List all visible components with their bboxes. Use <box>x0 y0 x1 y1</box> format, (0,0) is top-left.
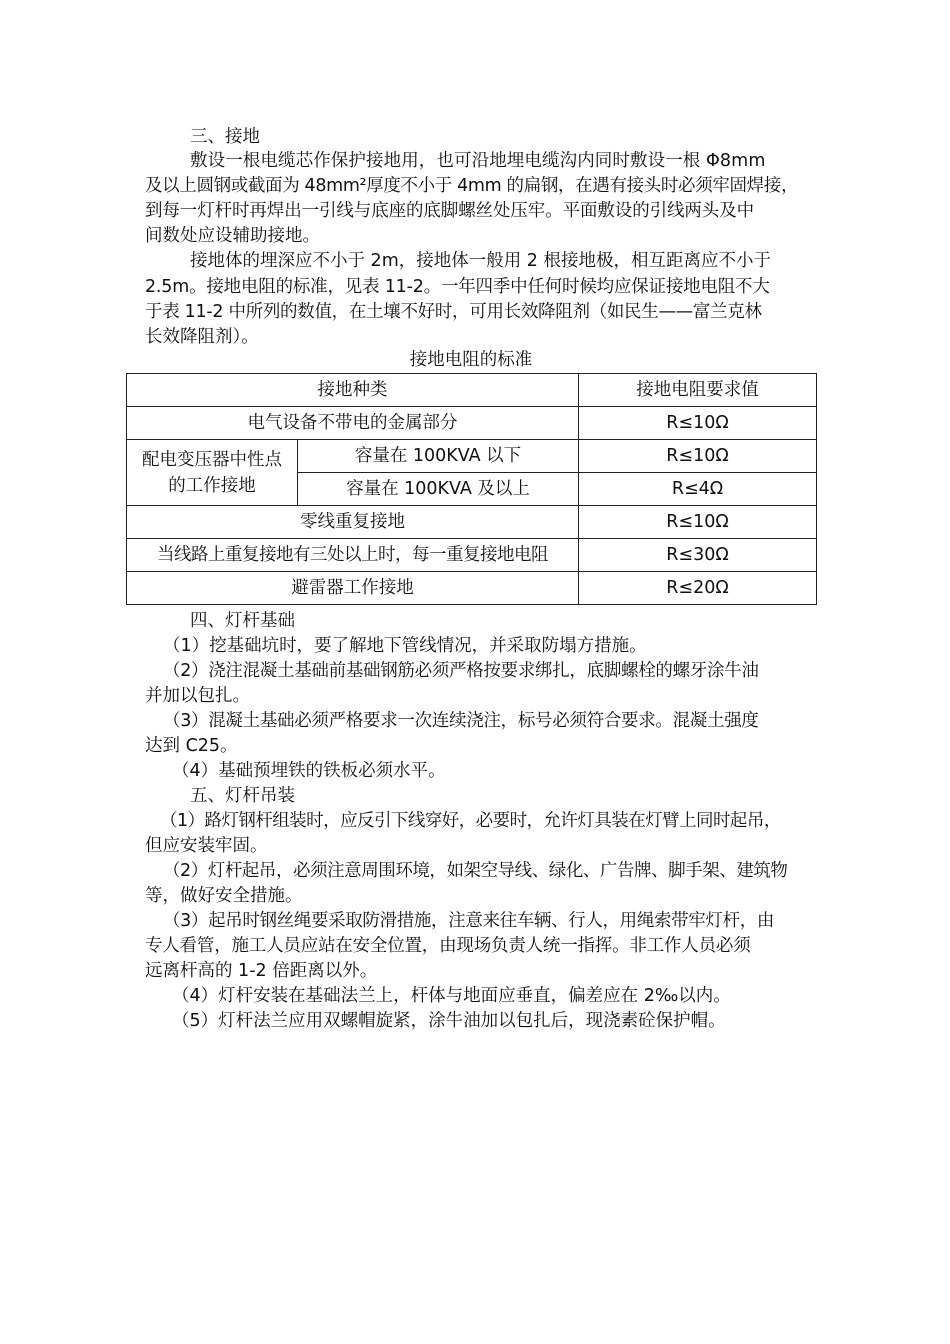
type-cell: 避雷器工作接地 <box>127 572 579 605</box>
list-item-continuation: 达到 C25。 <box>145 736 238 756</box>
paragraph-line: 到每一灯杆时再焊出一引线与底座的底脚螺丝处压牢。平面敷设的引线两头及中 <box>145 201 754 221</box>
list-item: （4）基础预埋铁的铁板必须水平。 <box>172 761 446 781</box>
list-item-continuation: 但应安装牢固。 <box>145 836 268 856</box>
group-label-cell: 配电变压器中性点的工作接地 <box>127 440 298 506</box>
list-item: （2）浇注混凝土基础前基础钢筋必须严格按要求绑扎，底脚螺栓的螺牙涂牛油 <box>163 661 759 681</box>
paragraph-line: 于表 11-2 中所列的数值，在土壤不好时，可用长效降阻剂（如民生——富兰克林 <box>145 302 762 322</box>
list-item-continuation: 等，做好安全措施。 <box>145 886 303 906</box>
section-5-heading: 五、灯杆吊装 <box>190 786 295 806</box>
paragraph-line: 接地体的埋深应不小于 2m，接地体一般用 2 根接地极，相互距离应不小于 <box>190 251 772 271</box>
type-cell: 当线路上重复接地有三处以上时，每一重复接地电阻 <box>127 539 579 572</box>
header-type-cell: 接地种类 <box>127 374 579 407</box>
list-item: （4）灯杆安装在基础法兰上，杆体与地面应垂直，偏差应在 2‰以内。 <box>172 986 731 1006</box>
list-item: （1）挖基础坑时，要了解地下管线情况，并采取防塌方措施。 <box>163 636 647 656</box>
table-row <box>127 572 817 605</box>
list-item: （3）起吊时钢丝绳要采取防滑措施，注意来往车辆、行人，用绳索带牢灯杆，由 <box>163 911 775 931</box>
type-cell: 容量在 100KVA 及以上 <box>298 473 579 506</box>
list-item-continuation: 远离杆高的 1-2 倍距离以外。 <box>145 961 378 981</box>
list-item: （1）路灯钢杆组装时，应反引下线穿好，必要时，允许灯具装在灯臂上同时起吊， <box>160 811 781 831</box>
value-cell: R≤10Ω <box>579 407 817 440</box>
section-3-heading: 三、接地 <box>190 127 260 147</box>
header-value-cell: 接地电阻要求值 <box>579 374 817 407</box>
table-caption: 接地电阻的标准 <box>409 350 533 370</box>
value-cell: R≤20Ω <box>579 572 817 605</box>
table-row <box>127 440 817 473</box>
value-cell: R≤10Ω <box>579 506 817 539</box>
type-cell: 零线重复接地 <box>127 506 579 539</box>
table-row <box>127 539 817 572</box>
list-item-continuation: 并加以包扎。 <box>145 686 250 706</box>
section-4-heading: 四、灯杆基础 <box>190 611 295 631</box>
table-row <box>127 506 817 539</box>
type-cell: 容量在 100KVA 以下 <box>298 440 579 473</box>
table-header-row <box>127 374 817 407</box>
list-item-continuation: 专人看管，施工人员应站在安全位置，由现场负责人统一指挥。非工作人员必须 <box>145 936 751 956</box>
list-item: （5）灯杆法兰应用双螺帽旋紧，涂牛油加以包扎后，现浇素砼保护帽。 <box>172 1011 726 1031</box>
value-cell: R≤4Ω <box>579 473 817 506</box>
paragraph-line: 间数处应设辅助接地。 <box>145 226 320 246</box>
list-item: （3）混凝土基础必须严格要求一次连续浇注，标号必须符合要求。混凝土强度 <box>163 711 759 731</box>
type-cell: 电气设备不带电的金属部分 <box>127 407 579 440</box>
paragraph-line: 敷设一根电缆芯作保护接地用，也可沿地埋电缆沟内同时敷设一根 Φ8mm <box>190 151 766 171</box>
value-cell: R≤30Ω <box>579 539 817 572</box>
paragraph-line: 2.5m。接地电阻的标准，见表 11-2。一年四季中任何时候均应保证接地电阻不大 <box>145 277 770 297</box>
paragraph-line: 及以上圆钢或截面为 48mm²厚度不小于 4mm 的扁钢，在遇有接头时必须牢固焊接， <box>145 176 799 196</box>
list-item: （2）灯杆起吊，必须注意周围环境，如架空导线、绿化、广告牌、脚手架、建筑物 <box>163 861 788 881</box>
table-row <box>127 407 817 440</box>
grounding-resistance-table <box>126 373 817 605</box>
paragraph-line: 长效降阻剂）。 <box>145 327 259 347</box>
value-cell: R≤10Ω <box>579 440 817 473</box>
